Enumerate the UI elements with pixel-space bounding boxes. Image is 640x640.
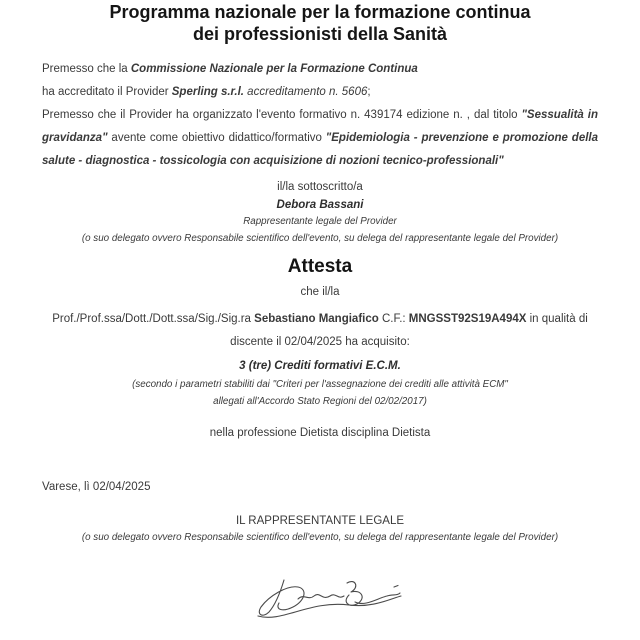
handwritten-signature	[254, 574, 404, 622]
undersigned-section	[42, 178, 598, 247]
recipient-fiscal-code: MNGSST92S19A494X	[408, 313, 527, 325]
undersigned-delegate-note: (o suo delegato ovvero Responsabile scientifico dell'evento, su delega del rappresentante legale del Provider)	[81, 233, 559, 244]
provider-name: Sperling s.r.l.	[171, 86, 244, 98]
undersigned-name: Debora Bassani	[276, 199, 364, 211]
credits-amount: 3 (tre) Crediti formativi E.C.M.	[239, 360, 401, 372]
profession-line: nella professione Dietista disciplina Dietista	[209, 427, 431, 439]
recipient-paragraph	[42, 308, 598, 354]
undersigned-intro: il/la sottoscritto/a	[277, 181, 363, 193]
recipient-suffix: in qualità di discente il 02/04/2025 ha acquisito:	[230, 313, 588, 348]
subject-intro: che il/la	[300, 286, 340, 298]
legal-representative-delegate-note: (o suo delegato ovvero Responsabile scientifico dell'evento, su delega del rappresentante legale del Provider)	[81, 532, 559, 543]
credits-criteria-line2: allegati all'Accordo Stato Regioni del 02/02/2017)	[213, 396, 427, 407]
recipient-name: Sebastiano Mangiafico	[254, 313, 379, 325]
signature-area	[42, 574, 598, 627]
event-run3: avente come obiettivo didattico/formativo	[107, 132, 326, 144]
legal-representative-heading: IL RAPPRESENTANTE LEGALE	[235, 515, 405, 527]
premise-event-paragraph	[42, 104, 598, 173]
place-and-date: Varese, lì 02/04/2025	[42, 481, 151, 493]
premise-commission-line2	[42, 81, 598, 104]
provider-accreditation: accreditamento n. 5606	[243, 86, 368, 98]
document-title-line2: dei professionisti della Sanità	[192, 24, 448, 44]
provider-line-prefix: ha accreditato il Provider	[42, 86, 172, 98]
document-title	[42, 1, 598, 45]
premise-commission-line1	[42, 58, 598, 81]
event-title: "Sessualità in gravidanza"	[42, 109, 598, 144]
document-title-line1: Programma nazionale per la formazione continua	[109, 2, 531, 22]
attesta-heading: Attesta	[287, 256, 353, 277]
recipient-cf-label: C.F.:	[378, 313, 409, 325]
event-objective: "Epidemiologia - prevenzione e promozione della salute - diagnostica - tossicologia con acquisizione di nozioni tecnico-professionali"	[42, 132, 598, 167]
undersigned-role: Rappresentante legale del Provider	[243, 216, 397, 227]
commission-name: Commissione Nazionale per la Formazione Continua	[130, 63, 418, 75]
event-run1: Premesso che il Provider ha organizzato l'evento formativo n. 439174 edizione n. , dal titolo	[42, 109, 522, 121]
recipient-titles-prefix: Prof./Prof.ssa/Dott./Dott.ssa/Sig./Sig.ra	[52, 313, 255, 325]
premise-commission-paragraph	[42, 58, 598, 104]
credits-criteria-line1: (secondo i parametri stabiliti dai "Criteri per l'assegnazione dei crediti alle attività ECM"	[132, 379, 508, 390]
provider-line-suffix: ;	[367, 86, 371, 98]
premise-commission-prefix: Premesso che la	[42, 63, 131, 75]
